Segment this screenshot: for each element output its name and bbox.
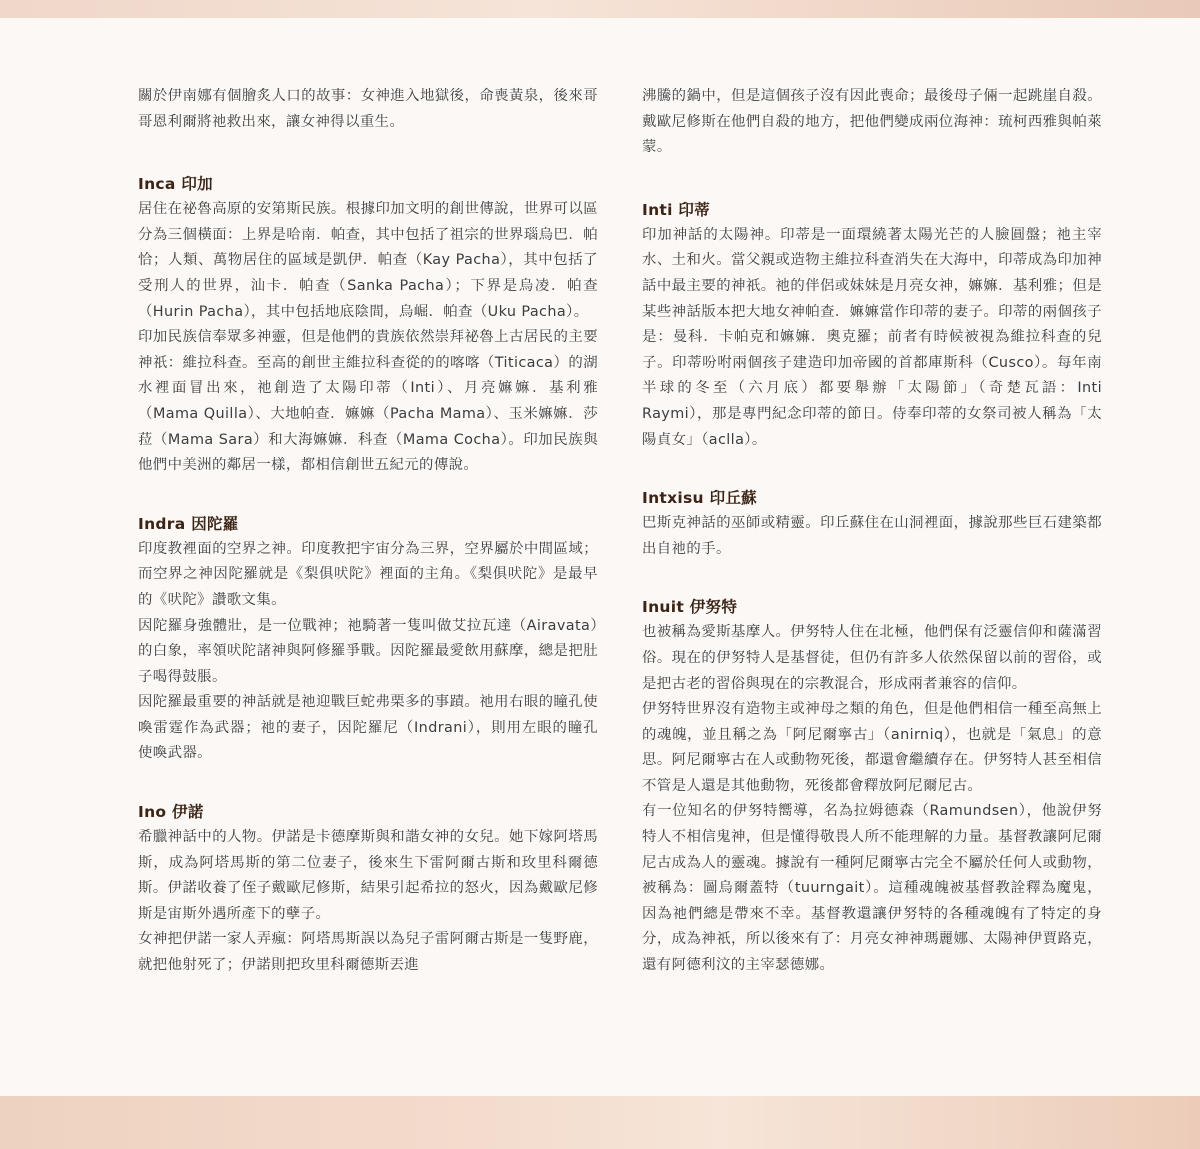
intro-paragraph: 沸騰的鍋中，但是這個孩子沒有因此喪命；最後母子倆一起跳崖自殺。戴歐尼修斯在他們自殺的地方，把他們變成兩位海神：琉柯西雅與帕萊蒙。: [642, 88, 1102, 156]
entry-paragraph: 印度教裡面的空界之神。印度教把宇宙分為三界，空界屬於中間區域；而空界之神因陀羅就是《梨俱吠陀》裡面的主角。《梨俱吠陀》是最早的《吠陀》讚歌文集。: [138, 540, 598, 608]
entry-paragraph: 因陀羅身強體壯，是一位戰神；祂騎著一隻叫做艾拉瓦達（Airavata）的白象，率領吠陀諸神與阿修羅爭戰。因陀羅最愛飲用蘇摩，總是把肚子喝得鼓脹。: [138, 617, 598, 685]
entry-heading: Ino 伊諾: [138, 803, 204, 822]
bottom-paper-band: [0, 1096, 1200, 1149]
entry-heading: Inca 印加: [138, 175, 213, 194]
entry-inti: [642, 199, 1102, 453]
entry-intxisu: [642, 487, 1102, 562]
entry-paragraph: 女神把伊諾一家人弄瘋：阿塔馬斯誤以為兒子雷阿爾古斯是一隻野鹿，就把他射死了；伊諾則把玫里科爾德斯丟進: [138, 931, 598, 974]
entry-heading: Inuit 伊努特: [642, 598, 738, 617]
entry-paragraph: 希臘神話中的人物。伊諾是卡德摩斯與和諧女神的女兒。她下嫁阿塔馬斯，成為阿塔馬斯的第二位妻子，後來生下雷阿爾古斯和玫里科爾德斯。伊諾收養了侄子戴歐尼修斯，結果引起希拉的怒火，因為戴歐尼修斯是宙斯外遇所產下的孽子。: [138, 829, 598, 922]
entry-paragraph: 伊努特世界沒有造物主或神母之類的角色，但是他們相信一種至高無上的魂魄，並且稱之為「阿尼爾寧古」（anirniq），也就是「氣息」的意思。阿尼爾寧古在人或動物死後，都還會繼續存在。伊努特人甚至相信不管是人還是其他動物，死後都會釋放阿尼爾尼古。: [642, 701, 1102, 794]
entry-paragraph: 印加民族信奉眾多神靈，但是他們的貴族依然崇拜祕魯上古居民的主要神祇：維拉科查。至高的創世主維拉科查從的的喀喀（Titicaca）的湖水裡面冒出來，祂創造了太陽印蒂（Inti）、月亮嫲嫲．基利雅（Mama Quilla）、大地帕查．嫲嫲（Pacha Mama）、玉米嫲嫲．莎菈（Mama Sara）和大海嫲嫲．科查（Mama Cocha）。印加民族與他們中美洲的鄰居一樣，都相信創世五紀元的傳說。: [138, 329, 598, 474]
entry-ino: [138, 801, 598, 979]
right-intro: [642, 84, 1102, 161]
left-intro: [138, 84, 598, 135]
intro-paragraph: 關於伊南娜有個膾炙人口的故事：女神進入地獄後，命喪黃泉，後來哥哥恩利爾將祂救出來，讓女神得以重生。: [138, 88, 598, 130]
left-column: [138, 84, 598, 1013]
top-paper-band: [0, 0, 1200, 18]
entry-paragraph: 有一位知名的伊努特嚮導，名為拉姆德森（Ramundsen），他說伊努特人不相信鬼神，但是懂得敬畏人所不能理解的力量。基督教讓阿尼爾尼古成為人的靈魂。據說有一種阿尼爾寧古完全不屬於任何人或動物，被稱為：圖烏爾蓋特（tuurngait）。這種魂魄被基督教詮釋為魔鬼，因為祂們總是帶來不幸。基督教還讓伊努特的各種魂魄有了特定的身分，成為神祇，所以後來有了：月亮女神神瑪麗娜、太陽神伊賈路克，還有阿德利汶的主宰瑟德娜。: [642, 803, 1102, 974]
entry-heading: Intxisu 印丘蘇: [642, 489, 757, 508]
entry-heading: Indra 因陀羅: [138, 514, 239, 533]
entry-paragraph: 因陀羅最重要的神話就是祂迎戰巨蛇弗栗多的事蹟。祂用右眼的瞳孔使喚雷霆作為武器；祂的妻子，因陀羅尼（Indrani），則用左眼的瞳孔使喚武器。: [138, 694, 598, 762]
entry-heading: Inti 印蒂: [642, 200, 711, 219]
entry-indra: [138, 513, 598, 767]
entry-paragraph: 巴斯克神話的巫師或精靈。印丘蘇住在山洞裡面，據說那些巨石建築都出自祂的手。: [642, 515, 1102, 557]
entry-inca: [138, 173, 598, 479]
entry-paragraph: 也被稱為愛斯基摩人。伊努特人住在北極，他們保有泛靈信仰和薩滿習俗。現在的伊努特人是基督徒，但仍有許多人依然保留以前的習俗，或是把古老的習俗與現在的宗教混合，形成兩者兼容的信仰。: [642, 624, 1102, 692]
entry-paragraph: 印加神話的太陽神。印蒂是一面環繞著太陽光芒的人臉圓盤；祂主宰水、土和火。當父親或造物主維拉科查消失在大海中，印蒂成為印加神話中最主要的神祇。祂的伴侶或妹妹是月亮女神，嫲嫲．基利雅；但是某些神話版本把大地女神帕查．嫲嫲當作印蒂的妻子。印蒂的兩個孩子是：曼科．卡帕克和嫲嫲．奧克羅；前者有時候被視為維拉科查的兒子。印蒂吩咐兩個孩子建造印加帝國的首都庫斯科（Cusco）。每年南半球的冬至（六月底）都要舉辦「太陽節」（奇楚瓦語：Inti Raymi），那是專門紀念印蒂的節日。侍奉印蒂的女祭司被人稱為「太陽貞女」（aclla）。: [642, 226, 1102, 448]
right-column: [642, 84, 1102, 1013]
entry-inuit: [642, 596, 1102, 978]
entry-paragraph: 居住在祕魯高原的安第斯民族。根據印加文明的創世傳說，世界可以區分為三個橫面：上界是哈南．帕查，其中包括了祖宗的世界瑙烏巴．帕恰；人類、萬物居住的區域是凱伊．帕查（Kay Pacha），其中包括了受刑人的世界，汕卡．帕查（Sanka Pacha）；下界是烏凌．帕查（Hurin Pacha），其中包括地底陰間，烏崛．帕查（Uku Pacha）。: [138, 201, 598, 320]
